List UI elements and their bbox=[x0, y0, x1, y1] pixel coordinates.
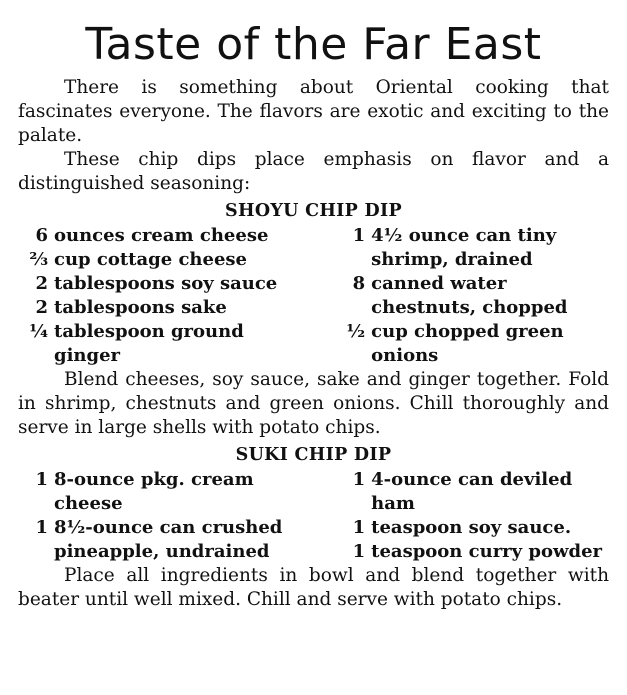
ingredient-qty: 1 bbox=[352, 541, 366, 562]
recipe-title-shoyu: SHOYU CHIP DIP bbox=[225, 201, 402, 221]
ingredient-text: tablespoons soy sauce bbox=[54, 273, 278, 294]
ingredient-qty: 1 bbox=[352, 225, 366, 246]
ingredient-qty: 6 bbox=[35, 225, 48, 246]
ingredient-text: teaspoon soy sauce. bbox=[371, 517, 572, 538]
ingredient-qty: 2 bbox=[35, 273, 48, 294]
ingredient-qty: 1 bbox=[352, 517, 366, 538]
ingredient-qty: ⅔ bbox=[29, 249, 48, 270]
ingredients-suki bbox=[18, 468, 609, 564]
ingredient-item bbox=[337, 468, 609, 516]
ingredients-left-column bbox=[18, 468, 302, 564]
ingredient-text: 4-ounce can deviled ham bbox=[371, 469, 573, 514]
ingredient-item bbox=[18, 516, 302, 564]
directions-shoyu: Blend cheeses, soy sauce, sake and ginger together. Fold in shrimp, chestnuts and green onions. Chill thoroughly and serve in large shells with potato chips. bbox=[18, 369, 609, 438]
article-title: Taste of the Far East bbox=[85, 19, 542, 70]
directions-suki: Place all ingredients in bowl and blend together with beater until well mixed. Chill and serve with potato chips. bbox=[18, 565, 609, 610]
ingredient-text: tablespoons sake bbox=[54, 297, 227, 318]
ingredient-item bbox=[337, 516, 609, 540]
ingredient-item bbox=[18, 468, 302, 516]
ingredient-text: 4½ ounce can tiny shrimp, drained bbox=[371, 225, 557, 270]
ingredient-item bbox=[18, 248, 302, 272]
ingredient-text: 8½-ounce can crushed pineapple, undrained bbox=[54, 517, 283, 562]
ingredient-item bbox=[337, 224, 609, 272]
ingredients-left-column bbox=[18, 224, 302, 368]
ingredient-qty: ½ bbox=[346, 321, 366, 342]
ingredient-text: cup cottage cheese bbox=[54, 249, 247, 270]
ingredient-item bbox=[337, 320, 609, 368]
ingredient-item bbox=[18, 320, 302, 368]
ingredient-qty: 2 bbox=[35, 297, 48, 318]
ingredient-item bbox=[337, 272, 609, 320]
recipe-title-suki: SUKI CHIP DIP bbox=[235, 445, 392, 465]
ingredients-shoyu bbox=[18, 224, 609, 368]
ingredient-text: 8-ounce pkg. cream cheese bbox=[54, 469, 254, 514]
ingredient-item bbox=[337, 540, 609, 564]
ingredient-text: cup chopped green onions bbox=[371, 321, 564, 366]
ingredient-text: ounces cream cheese bbox=[54, 225, 269, 246]
ingredient-qty: 8 bbox=[352, 273, 366, 294]
ingredient-item bbox=[18, 224, 302, 248]
ingredient-item bbox=[18, 296, 302, 320]
ingredient-qty: 1 bbox=[352, 469, 366, 490]
ingredient-qty: 1 bbox=[35, 469, 48, 490]
ingredient-qty: ¼ bbox=[29, 321, 48, 342]
ingredient-text: canned water chestnuts, chopped bbox=[371, 273, 568, 318]
ingredients-right-column bbox=[337, 468, 609, 564]
ingredient-text: tablespoon ground ginger bbox=[54, 321, 244, 366]
ingredient-qty: 1 bbox=[35, 517, 48, 538]
ingredient-text: teaspoon curry powder bbox=[371, 541, 603, 562]
intro-paragraph-1: There is something about Oriental cooking that fascinates everyone. The flavors are exotic and exciting to the palate. bbox=[18, 77, 609, 146]
ingredient-item bbox=[18, 272, 302, 296]
intro-paragraph-2: These chip dips place emphasis on flavor and a distinguished seasoning: bbox=[18, 149, 609, 194]
ingredients-right-column bbox=[337, 224, 609, 368]
